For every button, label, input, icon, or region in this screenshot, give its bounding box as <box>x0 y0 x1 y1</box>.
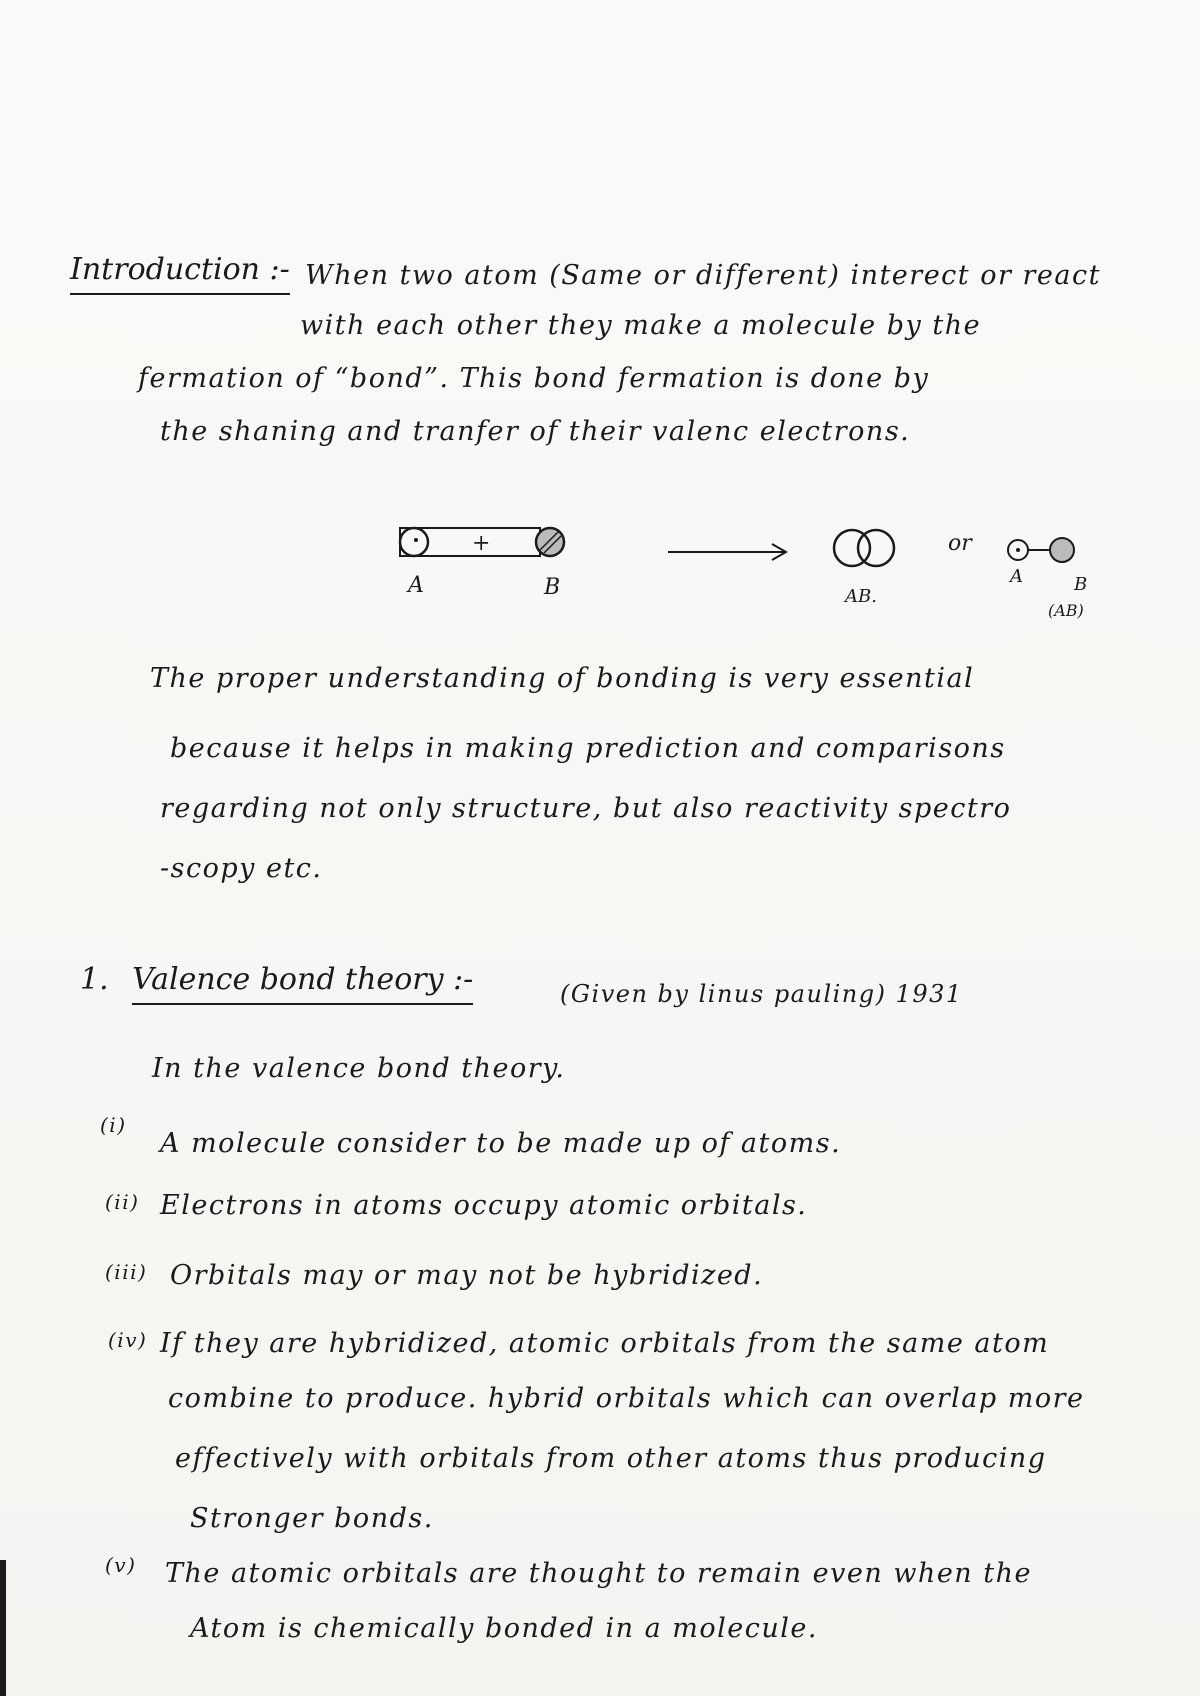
paragraph-line-2: because it helps in making prediction and comparisons <box>170 733 1006 764</box>
bond-formation-diagram <box>408 520 1120 630</box>
point-3-line-1: Orbitals may or may not be hybridized. <box>170 1260 764 1291</box>
vbt-intro: In the valence bond theory. <box>152 1053 566 1084</box>
product-atom-b <box>1050 538 1074 562</box>
point-number-2: (ii) <box>105 1190 140 1214</box>
product-atom-b-label: B <box>1074 574 1088 595</box>
point-2-line-1: Electrons in atoms occupy atomic orbitals. <box>160 1190 808 1221</box>
point-4-line-1: If they are hybridized, atomic orbitals from the same atom <box>160 1328 1050 1359</box>
introduction-heading <box>70 252 290 287</box>
atom-a-label: A <box>408 573 424 598</box>
vbt-note: (Given by linus pauling) 1931 <box>560 980 963 1008</box>
vbt-heading: Valence bond theory :- <box>132 962 473 1005</box>
paragraph-line-4: -scopy etc. <box>160 853 323 884</box>
introduction-line-1: When two atom (Same or different) interect or react <box>305 260 1101 291</box>
paragraph-line-3: regarding not only structure, but also reactivity spectro <box>160 793 1012 824</box>
introduction-line-4: the shaning and tranfer of their valenc electrons. <box>160 416 911 447</box>
vbt-number: 1. <box>80 962 109 997</box>
atom-a-dot <box>414 538 418 542</box>
product-atom-a-label: A <box>1010 566 1023 587</box>
point-number-4: (iv) <box>108 1328 148 1352</box>
product-atom-a-dot <box>1016 548 1020 552</box>
point-4-line-2: combine to produce. hybrid orbitals which can overlap more <box>168 1383 1085 1414</box>
product-label: AB. <box>845 586 877 607</box>
point-number-1: (i) <box>100 1113 127 1137</box>
point-number-3: (iii) <box>105 1260 148 1284</box>
vbt-heading-row <box>80 962 474 997</box>
product-ab-label: (AB) <box>1048 601 1084 620</box>
overlap-circle-b <box>858 530 894 566</box>
point-1-line-1: A molecule consider to be made up of atoms. <box>160 1128 842 1159</box>
introduction-line-2: with each other they make a molecule by the <box>300 310 982 341</box>
atom-a-circle <box>400 528 428 556</box>
reactants-box <box>400 528 540 556</box>
point-5-line-2: Atom is chemically bonded in a molecule. <box>190 1613 818 1644</box>
paragraph-line-1: The proper understanding of bonding is very essential <box>150 663 975 694</box>
scan-edge <box>0 1560 6 1696</box>
plus-sign: + <box>472 531 491 556</box>
atom-b-circle <box>536 528 564 556</box>
introduction-heading-text: Introduction :- <box>70 252 290 295</box>
or-label: or <box>948 531 972 556</box>
atom-b-label: B <box>544 575 561 600</box>
point-5-line-1: The atomic orbitals are thought to remain even when the <box>165 1558 1032 1589</box>
introduction-line-3: fermation of “bond”. This bond fermation is done by <box>138 363 930 394</box>
point-4-line-3: effectively with orbitals from other atoms thus producing <box>175 1443 1047 1474</box>
point-number-5: (v) <box>105 1553 137 1577</box>
point-4-line-4: Stronger bonds. <box>190 1503 434 1534</box>
